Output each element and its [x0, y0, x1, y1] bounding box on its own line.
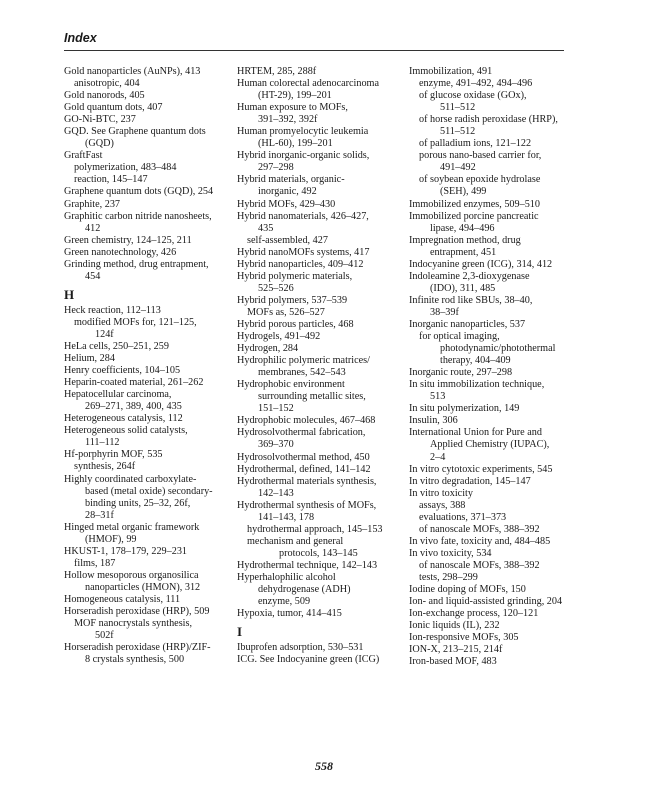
section-letter: H [64, 286, 75, 302]
index-entry: Heterogeneous catalysis, 112 [64, 413, 183, 425]
index-entry: Hollow mesoporous organosilica [64, 569, 199, 581]
index-subentry: 28–31f [85, 509, 114, 521]
index-subentry: hydrothermal approach, 145–153 [247, 523, 383, 535]
index-entry: Green chemistry, 124–125, 211 [64, 234, 192, 246]
index-entry: Heparin-coated material, 261–262 [64, 377, 204, 389]
index-entry: Hybrid porous particles, 468 [237, 318, 354, 330]
index-subentry: of palladium ions, 121–122 [419, 138, 532, 150]
index-subentry: dehydrogenase (ADH) [258, 584, 351, 596]
index-subentry: 435 [258, 222, 274, 234]
index-subentry: 297–298 [258, 162, 294, 174]
index-entry: Grinding method, drug entrapment, [64, 258, 209, 270]
index-entry: GO-Ni-BTC, 237 [64, 114, 136, 126]
index-subentry: 269–271, 389, 400, 435 [85, 401, 182, 413]
index-entry: Hypoxia, tumor, 414–415 [237, 608, 342, 620]
index-entry: Ibuprofen adsorption, 530–531 [237, 642, 364, 654]
index-subentry: 513 [430, 391, 446, 403]
index-column-2 [237, 66, 407, 666]
index-entry: Hf-porphyrin MOF, 535 [64, 449, 163, 461]
index-subentry: reaction, 145–147 [74, 174, 148, 186]
index-entry: Graphite, 237 [64, 198, 121, 210]
index-entry: HeLa cells, 250–251, 259 [64, 340, 169, 352]
index-entry: Hybrid materials, organic- [237, 174, 345, 186]
index-entry: Highly coordinated carboxylate- [64, 473, 197, 485]
index-entry: Hybrid polymeric materials, [237, 270, 353, 282]
index-entry: Hydrothermal, defined, 141–142 [237, 463, 371, 475]
index-subentry: for optical imaging, [419, 331, 500, 343]
index-subentry: 141–143, 178 [258, 511, 315, 523]
index-entry: Hydrophobic environment [237, 379, 345, 391]
index-subentry: lipase, 494–496 [430, 222, 495, 234]
index-entry: Hyperhalophilic alcohol [237, 571, 336, 583]
running-header: Index [64, 31, 97, 45]
index-entry: Human exposure to MOFs, [237, 102, 348, 114]
index-subentry: 142–143 [258, 487, 294, 499]
index-entry: In situ polymerization, 149 [409, 403, 520, 415]
index-subentry: films, 187 [74, 557, 116, 569]
index-entry: Hepatocellular carcinoma, [64, 389, 172, 401]
index-subentry: therapy, 404–409 [440, 355, 511, 367]
index-entry: Iron-based MOF, 483 [409, 656, 497, 668]
index-subentry: protocols, 143–145 [279, 547, 358, 559]
index-entry: Hydrosolvothermal method, 450 [237, 451, 370, 463]
index-entry: Impregnation method, drug [409, 234, 521, 246]
index-subentry: enzyme, 491–492, 494–496 [419, 78, 533, 90]
index-entry: In vitro cytotoxic experiments, 545 [409, 463, 553, 475]
index-subentry: 502f [95, 630, 114, 642]
index-entry: Immobilized porcine pancreatic [409, 210, 539, 222]
index-entry: Infinite rod like SBUs, 38–40, [409, 294, 533, 306]
index-entry: Ion-responsive MOFs, 305 [409, 632, 519, 644]
index-entry: ICG. See Indocyanine green (ICG) [237, 654, 380, 666]
index-entry: Human promyelocytic leukemia [237, 126, 369, 138]
index-subentry: (GQD) [85, 138, 114, 150]
index-entry: Heck reaction, 112–113 [64, 304, 161, 316]
index-subentry: porous nano-based carrier for, [419, 150, 542, 162]
index-subentry: (HL-60), 199–201 [258, 138, 333, 150]
index-subentry: inorganic, 492 [258, 186, 317, 198]
index-subentry: 369–370 [258, 439, 294, 451]
index-entry: Homogeneous catalysis, 111 [64, 593, 181, 605]
index-entry: Iodine doping of MOFs, 150 [409, 584, 526, 596]
index-entry: In situ immobilization technique, [409, 379, 545, 391]
index-subentry: (HT-29), 199–201 [258, 90, 332, 102]
index-subentry: enzyme, 509 [258, 596, 311, 608]
index-subentry: of soybean epoxide hydrolase [419, 174, 541, 186]
index-subentry: entrapment, 451 [430, 246, 497, 258]
index-subentry: evaluations, 371–373 [419, 511, 507, 523]
index-subentry: 454 [85, 270, 101, 282]
index-entry: Gold nanorods, 405 [64, 90, 145, 102]
index-subentry: anisotropic, 404 [74, 78, 140, 90]
index-entry: Inorganic route, 297–298 [409, 367, 513, 379]
index-entry: Hinged metal organic framework [64, 521, 200, 533]
index-subentry: 491–492 [440, 162, 476, 174]
index-subentry: MOF nanocrystals synthesis, [74, 618, 193, 630]
index-subentry: synthesis, 264f [74, 461, 136, 473]
index-subentry: (IDO), 311, 485 [430, 282, 496, 294]
index-subentry: self-assembled, 427 [247, 234, 328, 246]
index-entry: Hydrosolvothermal fabrication, [237, 427, 366, 439]
index-entry: Ionic liquids (IL), 232 [409, 620, 500, 632]
index-subentry: binding units, 25–32, 26f, [85, 497, 191, 509]
index-entry: Hydrophobic molecules, 467–468 [237, 415, 376, 427]
index-entry: Gold quantum dots, 407 [64, 102, 163, 114]
index-subentry: 124f [95, 328, 114, 340]
index-subentry: of nanoscale MOFs, 388–392 [419, 559, 540, 571]
index-entry: In vitro degradation, 145–147 [409, 475, 531, 487]
index-subentry: 412 [85, 222, 101, 234]
index-entry: Human colorectal adenocarcinoma [237, 78, 379, 90]
index-entry: HKUST-1, 178–179, 229–231 [64, 545, 188, 557]
index-entry: Green nanotechnology, 426 [64, 246, 177, 258]
index-subentry: (HMOF), 99 [85, 533, 137, 545]
index-entry: Gold nanoparticles (AuNPs), 413 [64, 66, 201, 77]
index-entry: Immobilized enzymes, 509–510 [409, 198, 540, 210]
index-subentry: membranes, 542–543 [258, 367, 346, 379]
index-entry: Ion- and liquid-assisted grinding, 204 [409, 596, 563, 608]
index-entry: Helium, 284 [64, 353, 115, 365]
index-subentry: mechanism and general [247, 535, 344, 547]
index-entry: Immobilization, 491 [409, 66, 493, 77]
index-subentry: modified MOFs for, 121–125, [74, 316, 197, 328]
index-subentry: assays, 388 [419, 499, 466, 511]
index-entry: In vivo fate, toxicity and, 484–485 [409, 535, 551, 547]
index-entry: Hybrid nanoparticles, 409–412 [237, 258, 364, 270]
index-subentry: based (metal oxide) secondary- [85, 485, 213, 497]
index-subentry: photodynamic/photothermal [440, 343, 556, 355]
index-entry: ION-X, 213–215, 214f [409, 644, 503, 656]
index-entry: Horseradish peroxidase (HRP), 509 [64, 606, 210, 618]
index-column-3 [409, 66, 569, 668]
index-subentry: 8 crystals synthesis, 500 [85, 654, 185, 666]
index-subentry: MOFs as, 526–527 [247, 306, 325, 318]
index-entry: Heterogeneous solid catalysts, [64, 425, 188, 437]
index-entry: Indocyanine green (ICG), 314, 412 [409, 258, 553, 270]
index-subentry: 511–512 [440, 102, 476, 114]
index-entry: Hybrid nanomaterials, 426–427, [237, 210, 369, 222]
index-entry: Graphene quantum dots (GQD), 254 [64, 186, 214, 198]
index-subentry: tests, 298–299 [419, 571, 478, 583]
index-entry: Hydrophilic polymeric matrices/ [237, 355, 370, 367]
index-entry: Hybrid polymers, 537–539 [237, 294, 348, 306]
index-entry: Horseradish peroxidase (HRP)/ZIF- [64, 642, 211, 654]
index-entry: International Union for Pure and [409, 427, 542, 439]
index-subentry: of glucose oxidase (GOx), [419, 90, 527, 102]
index-entry: HRTEM, 285, 288f [237, 66, 317, 77]
index-entry: In vivo toxicity, 534 [409, 547, 492, 559]
index-entry: Henry coefficients, 104–105 [64, 365, 181, 377]
index-subentry: 511–512 [440, 126, 476, 138]
index-subentry: 391–392, 392f [258, 114, 318, 126]
index-entry: Insulin, 306 [409, 415, 458, 427]
index-subentry: 2–4 [430, 451, 446, 463]
index-entry: Indoleamine 2,3-dioxygenase [409, 270, 530, 282]
index-subentry: 151–152 [258, 403, 294, 415]
index-entry: Hydrothermal materials synthesis, [237, 475, 377, 487]
index-entry: Ion-exchange process, 120–121 [409, 608, 539, 620]
index-subentry: polymerization, 483–484 [74, 162, 177, 174]
index-subentry: 38–39f [430, 306, 459, 318]
index-entry: Hydrogels, 491–492 [237, 331, 321, 343]
index-entry: In vitro toxicity [409, 487, 473, 499]
page-number: 558 [315, 759, 333, 773]
index-entry: GraftFast [64, 150, 103, 162]
index-subentry: 111–112 [85, 437, 120, 449]
index-entry: Hydrothermal technique, 142–143 [237, 559, 378, 571]
index-subentry: (SEH), 499 [440, 186, 487, 198]
index-subentry: of horse radish peroxidase (HRP), [419, 114, 558, 126]
index-entry: Hydrothermal synthesis of MOFs, [237, 499, 377, 511]
index-subentry: surrounding metallic sites, [258, 391, 366, 403]
index-entry: Hybrid inorganic-organic solids, [237, 150, 370, 162]
index-entry: Graphitic carbon nitride nanosheets, [64, 210, 212, 222]
index-subentry: of nanoscale MOFs, 388–392 [419, 523, 540, 535]
index-entry: Hybrid nanoMOFs systems, 417 [237, 246, 370, 258]
index-subentry: Applied Chemistry (IUPAC), [430, 439, 550, 451]
index-column-1 [64, 66, 234, 666]
header-rule [64, 50, 564, 51]
index-entry: GQD. See Graphene quantum dots [64, 126, 206, 138]
index-entry: Inorganic nanoparticles, 537 [409, 318, 526, 330]
index-subentry: 525–526 [258, 282, 294, 294]
index-entry: Hybrid MOFs, 429–430 [237, 198, 336, 210]
index-subentry: nanoparticles (HMON), 312 [85, 581, 201, 593]
section-letter: I [237, 624, 243, 640]
index-entry: Hydrogen, 284 [237, 343, 299, 355]
